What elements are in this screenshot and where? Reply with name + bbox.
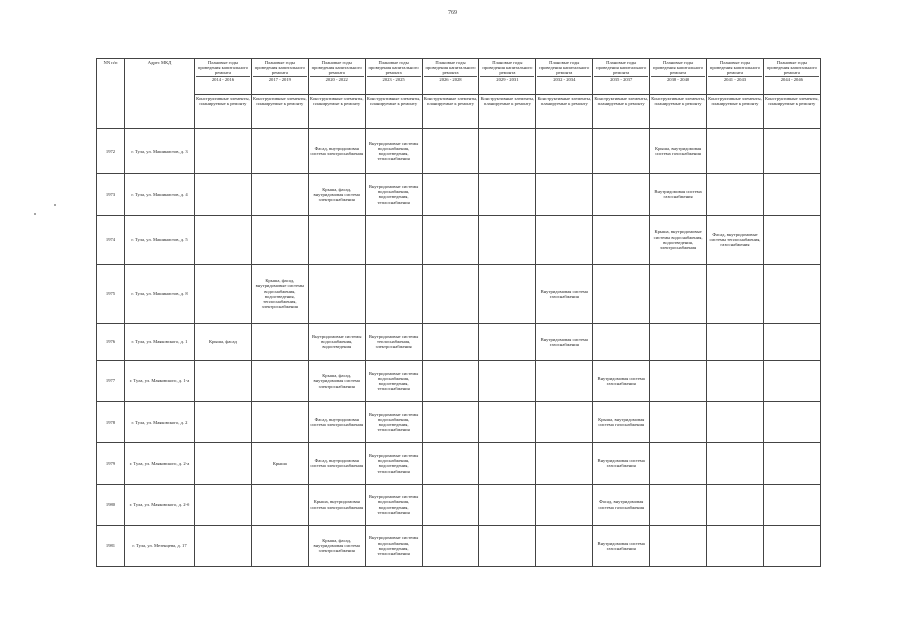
elements-header-8: Конструктивные элементы, планируемые к ремонту: [650, 95, 707, 129]
repair-elements-cell: Внутридомовая система газоснабжения: [536, 265, 593, 324]
row-address: г. Тула, ул. Маяковского, д. 2: [125, 402, 195, 443]
repair-elements-cell: [195, 525, 252, 566]
repair-elements-cell: [195, 129, 252, 174]
repair-elements-cell: Фасад, внутридомовая система газоснабжения: [593, 484, 650, 525]
repair-elements-cell: [536, 484, 593, 525]
repair-elements-cell: [479, 443, 536, 484]
repair-elements-cell: [763, 443, 820, 484]
row-address: г. Тула, ул. Маяковского, д. 2-а: [125, 443, 195, 484]
period-label: Плановые годы проведения капитального ремонта: [653, 60, 704, 76]
num-header: NN п/п: [97, 59, 125, 129]
row-number: 1977: [97, 360, 125, 401]
row-address: г. Тула, ул. Машинистов, д. 8: [125, 265, 195, 324]
repair-elements-cell: [422, 323, 479, 360]
repair-elements-cell: Крыша, внутридомовая система газоснабжения: [593, 402, 650, 443]
period-label: Плановые годы проведения капитального ремонта: [311, 60, 362, 76]
repair-elements-cell: [763, 402, 820, 443]
repair-elements-cell: [479, 402, 536, 443]
repair-elements-cell: Крыша, фасад, внутридомовые системы водоснабжения, водоотведения, теплоснабжения, электроснабжения: [251, 265, 308, 324]
repair-elements-cell: [479, 129, 536, 174]
repair-elements-cell: Внутридомовые системы водоснабжения, водоотведения, теплоснабжения: [365, 484, 422, 525]
period-header-9: [707, 59, 764, 95]
repair-elements-cell: [593, 129, 650, 174]
repair-elements-cell: [422, 174, 479, 215]
repair-elements-cell: [650, 360, 707, 401]
repair-elements-cell: [422, 484, 479, 525]
row-number: 1978: [97, 402, 125, 443]
repair-elements-cell: [593, 323, 650, 360]
repair-elements-cell: [536, 129, 593, 174]
repair-elements-cell: [251, 525, 308, 566]
period-years: 2020 - 2022: [310, 76, 364, 82]
repair-elements-cell: [650, 484, 707, 525]
period-header-8: [650, 59, 707, 95]
row-address: г. Тула, ул. Мезенцева, д. 17: [125, 525, 195, 566]
elements-header-7: Конструктивные элементы, планируемые к ремонту: [593, 95, 650, 129]
repair-elements-cell: [422, 525, 479, 566]
repair-elements-cell: Внутридомовая система газоснабжения: [650, 174, 707, 215]
repair-elements-cell: [763, 215, 820, 264]
repair-elements-cell: Внутридомовая система газоснабжения: [593, 360, 650, 401]
repair-schedule-table: [96, 58, 821, 567]
repair-elements-cell: [422, 215, 479, 264]
row-address: г. Тула, ул. Маяковского, д. 1-а: [125, 360, 195, 401]
table-row: [97, 402, 821, 443]
period-label: Плановые годы проведения капитального ремонта: [766, 60, 817, 76]
row-number: 1972: [97, 129, 125, 174]
repair-elements-cell: [707, 443, 764, 484]
scan-speck: [54, 204, 56, 206]
period-label: Плановые годы проведения капитального ремонта: [539, 60, 590, 76]
repair-elements-cell: [365, 265, 422, 324]
repair-elements-cell: [422, 402, 479, 443]
repair-elements-cell: [593, 265, 650, 324]
elements-header-3: Конструктивные элементы, планируемые к ремонту: [365, 95, 422, 129]
table-row: [97, 129, 821, 174]
repair-elements-cell: [251, 360, 308, 401]
period-label: Плановые годы проведения капитального ремонта: [368, 60, 419, 76]
repair-elements-cell: [650, 443, 707, 484]
repair-elements-cell: [251, 484, 308, 525]
repair-elements-cell: Внутридомовая система газоснабжения: [593, 443, 650, 484]
repair-elements-cell: [251, 174, 308, 215]
elements-header-4: Конструктивные элементы, планируемые к ремонту: [422, 95, 479, 129]
period-years: 2038 - 2040: [651, 76, 705, 82]
repair-elements-cell: Внутридомовая система газоснабжения: [536, 323, 593, 360]
repair-elements-cell: [763, 129, 820, 174]
elements-header-5: Конструктивные элементы, планируемые к ремонту: [479, 95, 536, 129]
repair-elements-cell: [650, 402, 707, 443]
repair-elements-cell: [195, 484, 252, 525]
repair-elements-cell: [763, 484, 820, 525]
repair-elements-cell: [763, 525, 820, 566]
repair-elements-cell: [422, 265, 479, 324]
period-years: 2044 - 2046: [765, 76, 819, 82]
repair-elements-cell: Внутридомовые системы водоснабжения, водоотведения, теплоснабжения: [365, 443, 422, 484]
repair-elements-cell: Фасад, внутридомовая система электроснабжения: [308, 443, 365, 484]
repair-elements-cell: Фасад, внутридомовые системы теплоснабжения, газоснабжения: [707, 215, 764, 264]
table-header: [97, 59, 821, 129]
repair-elements-cell: [593, 174, 650, 215]
repair-elements-cell: [593, 215, 650, 264]
repair-elements-cell: [479, 265, 536, 324]
row-address: г. Тула, ул. Маяковского, д. 1: [125, 323, 195, 360]
table-row: [97, 215, 821, 264]
period-header-2: [308, 59, 365, 95]
period-years: 2041 - 2043: [708, 76, 762, 82]
period-label: Плановые годы проведения капитального ремонта: [709, 60, 761, 76]
repair-elements-cell: [707, 402, 764, 443]
row-number: 1974: [97, 215, 125, 264]
repair-elements-cell: [251, 129, 308, 174]
table-row: [97, 360, 821, 401]
repair-elements-cell: Крыша, фасад, внутридомовая система электроснабжения: [308, 525, 365, 566]
repair-elements-cell: Крыша, внутридомовые системы водоснабжения, водоотведения, электроснабжения: [650, 215, 707, 264]
elements-header-10: Конструктивные элементы, планируемые к ремонту: [763, 95, 820, 129]
repair-elements-cell: [707, 484, 764, 525]
repair-elements-cell: [422, 129, 479, 174]
row-number: 1973: [97, 174, 125, 215]
address-header: Адрес МКД: [125, 59, 195, 129]
repair-elements-cell: [251, 402, 308, 443]
repair-elements-cell: [707, 525, 764, 566]
period-label: Плановые годы проведения капитального ремонта: [482, 60, 533, 76]
elements-header-0: Конструктивные элементы, планируемые к ремонту: [195, 95, 252, 129]
table-row: [97, 443, 821, 484]
repair-elements-cell: [707, 323, 764, 360]
elements-header-1: Конструктивные элементы, планируемые к ремонту: [251, 95, 308, 129]
period-header-4: [422, 59, 479, 95]
period-years: 2029 - 2031: [480, 76, 534, 82]
period-years: 2032 - 2034: [537, 76, 591, 82]
repair-elements-cell: [536, 525, 593, 566]
repair-elements-cell: Крыша: [251, 443, 308, 484]
table-row: [97, 484, 821, 525]
table-row: [97, 174, 821, 215]
repair-elements-cell: [536, 402, 593, 443]
repair-elements-cell: [707, 174, 764, 215]
repair-elements-cell: [479, 484, 536, 525]
period-label: Плановые годы проведения капитального ремонта: [425, 60, 476, 76]
repair-elements-cell: [650, 265, 707, 324]
repair-elements-cell: [763, 360, 820, 401]
period-years: 2014 - 2016: [196, 76, 250, 82]
repair-elements-cell: Крыша, фасад: [195, 323, 252, 360]
repair-elements-cell: [422, 360, 479, 401]
repair-elements-cell: Внутридомовая система газоснабжения: [593, 525, 650, 566]
repair-elements-cell: [251, 215, 308, 264]
period-header-6: [536, 59, 593, 95]
period-header-1: [251, 59, 308, 95]
repair-elements-cell: [479, 215, 536, 264]
period-years: 2023 - 2025: [367, 76, 421, 82]
repair-elements-cell: Внутридомовые системы водоснабжения, водоотведения, теплоснабжения: [365, 402, 422, 443]
repair-elements-cell: Внутридомовые системы водоснабжения, водоотведения, теплоснабжения: [365, 174, 422, 215]
row-address: г. Тула, ул. Машинистов, д. 4: [125, 174, 195, 215]
repair-elements-cell: [707, 129, 764, 174]
table-row: [97, 525, 821, 566]
repair-elements-cell: [195, 215, 252, 264]
row-number: 1980: [97, 484, 125, 525]
repair-elements-cell: Крыша, фасад, внутридомовая система электроснабжения: [308, 174, 365, 215]
repair-elements-cell: [251, 323, 308, 360]
repair-elements-cell: [536, 174, 593, 215]
repair-elements-cell: Внутридомовые системы водоснабжения, водоотведения, теплоснабжения: [365, 525, 422, 566]
repair-elements-cell: Внутридомовые системы водоснабжения, водоотведения, теплоснабжения: [365, 129, 422, 174]
repair-elements-cell: [536, 360, 593, 401]
period-label: Плановые годы проведения капитального ремонта: [254, 60, 305, 76]
repair-elements-cell: [308, 265, 365, 324]
repair-elements-cell: [650, 525, 707, 566]
elements-header-6: Конструктивные элементы, планируемые к ремонту: [536, 95, 593, 129]
repair-elements-cell: [763, 265, 820, 324]
repair-elements-cell: Крыша, фасад, внутридомовая система электроснабжения: [308, 360, 365, 401]
repair-elements-cell: Внутридомовые системы водоснабжения, водоотведения: [308, 323, 365, 360]
row-number: 1979: [97, 443, 125, 484]
period-years: 2026 - 2028: [424, 76, 478, 82]
elements-header-9: Конструктивные элементы, планируемые к ремонту: [707, 95, 764, 129]
repair-elements-cell: [422, 443, 479, 484]
row-number: 1976: [97, 323, 125, 360]
elements-header-2: Конструктивные элементы, планируемые к ремонту: [308, 95, 365, 129]
repair-elements-cell: Фасад, внутридомовая система электроснабжения: [308, 402, 365, 443]
row-address: г. Тула, ул. Маяковского, д. 2-б: [125, 484, 195, 525]
row-address: г. Тула, ул. Машинистов, д. 3: [125, 129, 195, 174]
table-row: [97, 323, 821, 360]
period-header-7: [593, 59, 650, 95]
repair-elements-cell: [763, 323, 820, 360]
repair-elements-cell: [195, 265, 252, 324]
repair-elements-cell: [195, 443, 252, 484]
period-years: 2035 - 2037: [594, 76, 648, 82]
repair-elements-cell: [536, 215, 593, 264]
table-body: [97, 129, 821, 567]
repair-elements-cell: [195, 360, 252, 401]
repair-elements-cell: Внутридомовые системы водоснабжения, водоотведения, теплоснабжения: [365, 360, 422, 401]
row-address: г. Тула, ул. Машинистов, д. 5: [125, 215, 195, 264]
period-years: 2017 - 2019: [253, 76, 307, 82]
repair-elements-cell: [479, 174, 536, 215]
repair-elements-cell: [536, 443, 593, 484]
period-header-0: [195, 59, 252, 95]
table-row: [97, 265, 821, 324]
page-number: 769: [448, 10, 457, 16]
repair-elements-cell: [479, 525, 536, 566]
repair-elements-cell: [195, 174, 252, 215]
repair-elements-cell: [479, 360, 536, 401]
repair-elements-cell: [707, 360, 764, 401]
period-label: Плановые годы проведения капитального ремонта: [197, 60, 249, 76]
row-number: 1975: [97, 265, 125, 324]
repair-elements-cell: [365, 215, 422, 264]
repair-elements-cell: Крыша, внутридомовая система газоснабжения: [650, 129, 707, 174]
repair-elements-cell: Фасад, внутридомовая система электроснабжения: [308, 129, 365, 174]
period-header-5: [479, 59, 536, 95]
repair-elements-cell: [195, 402, 252, 443]
repair-elements-cell: [763, 174, 820, 215]
repair-elements-cell: [479, 323, 536, 360]
repair-elements-cell: [707, 265, 764, 324]
repair-elements-cell: Крыша, внутридомовая система электроснабжения: [308, 484, 365, 525]
scan-speck: [34, 213, 36, 215]
period-header-10: [763, 59, 820, 95]
row-number: 1981: [97, 525, 125, 566]
period-label: Плановые годы проведения капитального ремонта: [596, 60, 647, 76]
repair-elements-cell: Внутридомовые системы теплоснабжения, электроснабжения: [365, 323, 422, 360]
period-header-3: [365, 59, 422, 95]
repair-elements-cell: [308, 215, 365, 264]
repair-elements-cell: [650, 323, 707, 360]
